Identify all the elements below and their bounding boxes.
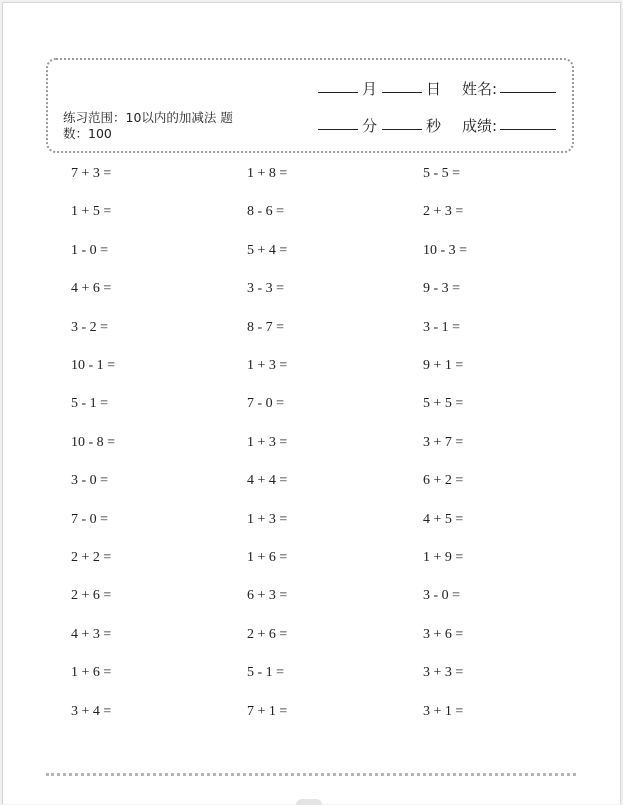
date-name-row bbox=[316, 78, 561, 100]
month-label: 月 bbox=[362, 80, 378, 98]
problem-item: 1 + 6 = bbox=[247, 550, 288, 565]
problem-item: 8 - 7 = bbox=[247, 319, 285, 335]
time-score-row bbox=[316, 115, 561, 137]
problem-item: 3 + 6 = bbox=[423, 626, 464, 642]
problem-item: 6 + 2 = bbox=[423, 473, 464, 489]
score-blank[interactable] bbox=[500, 115, 556, 130]
problem-item: 5 - 1 = bbox=[247, 665, 285, 681]
problem-item: 1 + 3 = bbox=[247, 358, 288, 373]
problem-item: 1 + 3 = bbox=[247, 434, 288, 450]
problem-item: 6 + 3 = bbox=[247, 588, 288, 604]
problem-item: 9 + 1 = bbox=[423, 358, 464, 373]
problem-item: 3 - 3 = bbox=[247, 281, 285, 297]
problem-item: 3 - 1 = bbox=[423, 319, 461, 335]
page-indicator bbox=[296, 799, 322, 805]
problem-item: 1 + 3 = bbox=[247, 511, 288, 527]
problem-item: 7 + 3 = bbox=[71, 166, 112, 181]
problem-item: 9 - 3 = bbox=[423, 281, 461, 297]
problem-item: 5 + 5 = bbox=[423, 396, 464, 412]
problem-item: 3 - 2 = bbox=[71, 319, 109, 335]
problem-item: 4 + 5 = bbox=[423, 511, 464, 527]
problem-item: 8 - 6 = bbox=[247, 204, 285, 220]
problem-item: 2 + 3 = bbox=[423, 204, 464, 220]
second-blank[interactable] bbox=[382, 115, 422, 130]
problem-item: 7 - 0 = bbox=[247, 396, 285, 412]
practice-range-text: 练习范围：10以内的加减法 题数：100 bbox=[63, 110, 233, 141]
problem-item: 3 + 4 = bbox=[71, 703, 112, 719]
problem-item: 3 - 0 = bbox=[423, 588, 461, 604]
problem-item: 3 - 0 = bbox=[71, 473, 109, 489]
problem-item: 4 + 6 = bbox=[71, 281, 112, 297]
day-label: 日 bbox=[426, 80, 442, 98]
minute-blank[interactable] bbox=[318, 115, 358, 130]
footer-divider bbox=[46, 773, 576, 776]
problem-item: 4 + 3 = bbox=[71, 626, 112, 642]
problem-item: 5 - 5 = bbox=[423, 166, 461, 181]
problem-item: 5 - 1 = bbox=[71, 396, 109, 412]
problem-item: 10 - 1 = bbox=[71, 358, 116, 373]
problem-item: 1 - 0 = bbox=[71, 242, 109, 258]
problem-item: 3 + 3 = bbox=[423, 665, 464, 681]
minute-label: 分 bbox=[362, 117, 378, 135]
day-blank[interactable] bbox=[382, 78, 422, 93]
problem-item: 2 + 6 = bbox=[247, 626, 288, 642]
problem-item: 2 + 2 = bbox=[71, 550, 112, 565]
problem-item: 1 + 9 = bbox=[423, 550, 464, 565]
name-blank[interactable] bbox=[500, 78, 556, 93]
month-blank[interactable] bbox=[318, 78, 358, 93]
problem-item: 3 + 1 = bbox=[423, 703, 464, 719]
problem-item: 5 + 4 = bbox=[247, 242, 288, 258]
problem-item: 3 + 7 = bbox=[423, 434, 464, 450]
problem-item: 2 + 6 = bbox=[71, 588, 112, 604]
name-label: 姓名: bbox=[462, 80, 498, 98]
problem-item: 1 + 8 = bbox=[247, 166, 288, 181]
problem-item: 7 + 1 = bbox=[247, 703, 288, 719]
problem-item: 10 - 3 = bbox=[423, 242, 468, 258]
second-label: 秒 bbox=[426, 117, 442, 135]
problem-item: 4 + 4 = bbox=[247, 473, 288, 489]
problem-item: 1 + 6 = bbox=[71, 665, 112, 681]
score-label: 成绩: bbox=[462, 117, 498, 135]
problem-item: 7 - 0 = bbox=[71, 511, 109, 527]
problem-item: 10 - 8 = bbox=[71, 434, 116, 450]
problem-item: 1 + 5 = bbox=[71, 204, 112, 220]
